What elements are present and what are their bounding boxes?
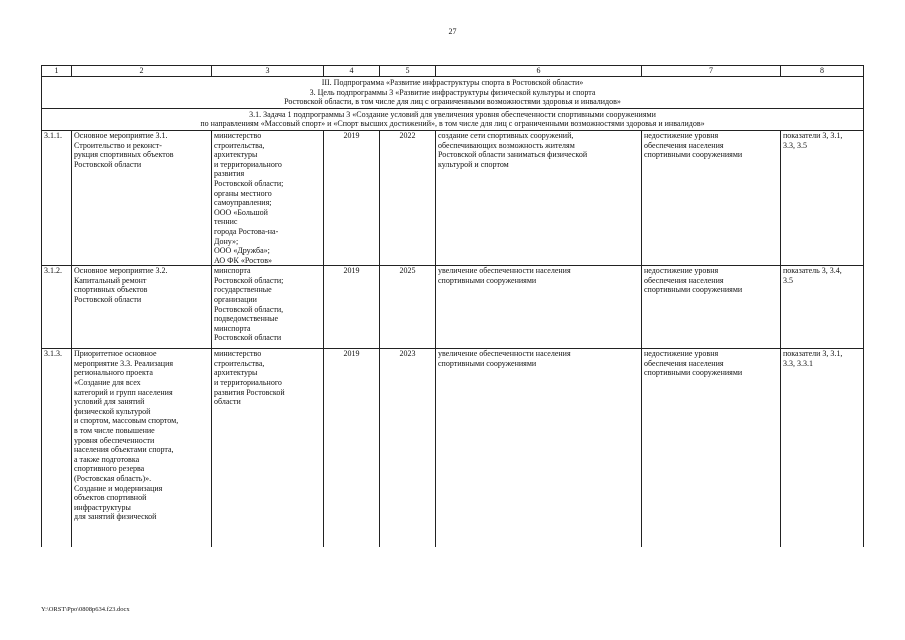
column-number: 8 (781, 66, 864, 77)
row-number: 3.1.3. (42, 349, 72, 548)
start-year: 2019 (324, 130, 380, 265)
row-number: 3.1.2. (42, 266, 72, 349)
start-year: 2019 (324, 266, 380, 349)
measure-name: Приоритетное основное мероприятие 3.3. Реализация регионального проекта «Создание для всех категорий и групп населения условий для занятий физической культурой и спортом, массовым спортом, в том числе повышение уровня обеспеченности населения объектами спорта, а также подготовка спортивного резерва (Ростовская область)». Создание и модернизация объектов спортивной инфраструктуры для занятий физической (72, 349, 212, 548)
subprogram-heading (42, 77, 864, 109)
table-row (42, 349, 864, 548)
column-number: 3 (212, 66, 324, 77)
non-implementation-consequence: недостижение уровня обеспечения населения спортивными сооружениями (642, 130, 781, 265)
table-row (42, 266, 864, 349)
responsible-executor: министерство строительства, архитектуры и территориального развития Ростовской области; органы местного самоуправления; ООО «Большой теннис города Ростова-на- Дону»; ООО «Дружба»; АО ФК «Ростов» (212, 130, 324, 265)
subprogram-header-row (42, 77, 864, 109)
column-number: 6 (436, 66, 642, 77)
page-number: 27 (448, 27, 457, 36)
task-title: 3.1. Задача 1 подпрограммы 3 «Создание условий для увеличения уровня обеспеченности спортивными сооружениями по направлениям «Массовый спорт» и «Спорт высших достижений», в том числе для лиц с ограниченными возможностями здоровья и инвалидов» (42, 108, 864, 130)
file-path-footer: Y:\ORST\Ppo\0808p634.f23.docx (41, 606, 130, 613)
end-year: 2022 (380, 130, 436, 265)
expected-result: создание сети спортивных сооружений, обеспечивающих возможность жителям Ростовской области заниматься физической культурой и спортом (436, 130, 642, 265)
goal-title: 3. Цель подпрограммы 3 «Развитие инфраструктуры физической культуры и спорта Ростовской области, в том числе для лиц с ограниченными возможностями здоровья и инвалидов» (284, 87, 621, 107)
non-implementation-consequence: недостижение уровня обеспечения населения спортивными сооружениями (642, 266, 781, 349)
responsible-executor: министерство строительства, архитектуры и территориального развития Ростовской области (212, 349, 324, 548)
subprogram-title: III. Подпрограмма «Развитие инфраструктуры спорта в Ростовской области» (321, 78, 584, 87)
measures-table (41, 65, 864, 547)
measure-name: Основное мероприятие 3.2. Капитальный ремонт спортивных объектов Ростовской области (72, 266, 212, 349)
column-number-row (42, 66, 864, 77)
non-implementation-consequence: недостижение уровня обеспечения населения спортивными сооружениями (642, 349, 781, 548)
related-indicators: показатели 3, 3.1, 3.3, 3.5 (781, 130, 864, 265)
end-year: 2023 (380, 349, 436, 548)
measure-name: Основное мероприятие 3.1. Строительство и реконст- рукция спортивных объектов Ростовской области (72, 130, 212, 265)
table-row (42, 130, 864, 265)
end-year: 2025 (380, 266, 436, 349)
column-number: 5 (380, 66, 436, 77)
expected-result: увеличение обеспеченности населения спортивными сооружениями (436, 266, 642, 349)
column-number: 1 (42, 66, 72, 77)
task-header-row (42, 108, 864, 130)
start-year: 2019 (324, 349, 380, 548)
column-number: 4 (324, 66, 380, 77)
responsible-executor: минспорта Ростовской области; государственные организации Ростовской области, подведомственные минспорта Ростовской области (212, 266, 324, 349)
related-indicators: показатели 3, 3.1, 3.3, 3.3.1 (781, 349, 864, 548)
row-number: 3.1.1. (42, 130, 72, 265)
column-number: 2 (72, 66, 212, 77)
related-indicators: показатель 3, 3.4, 3.5 (781, 266, 864, 349)
expected-result: увеличение обеспеченности населения спортивными сооружениями (436, 349, 642, 548)
column-number: 7 (642, 66, 781, 77)
